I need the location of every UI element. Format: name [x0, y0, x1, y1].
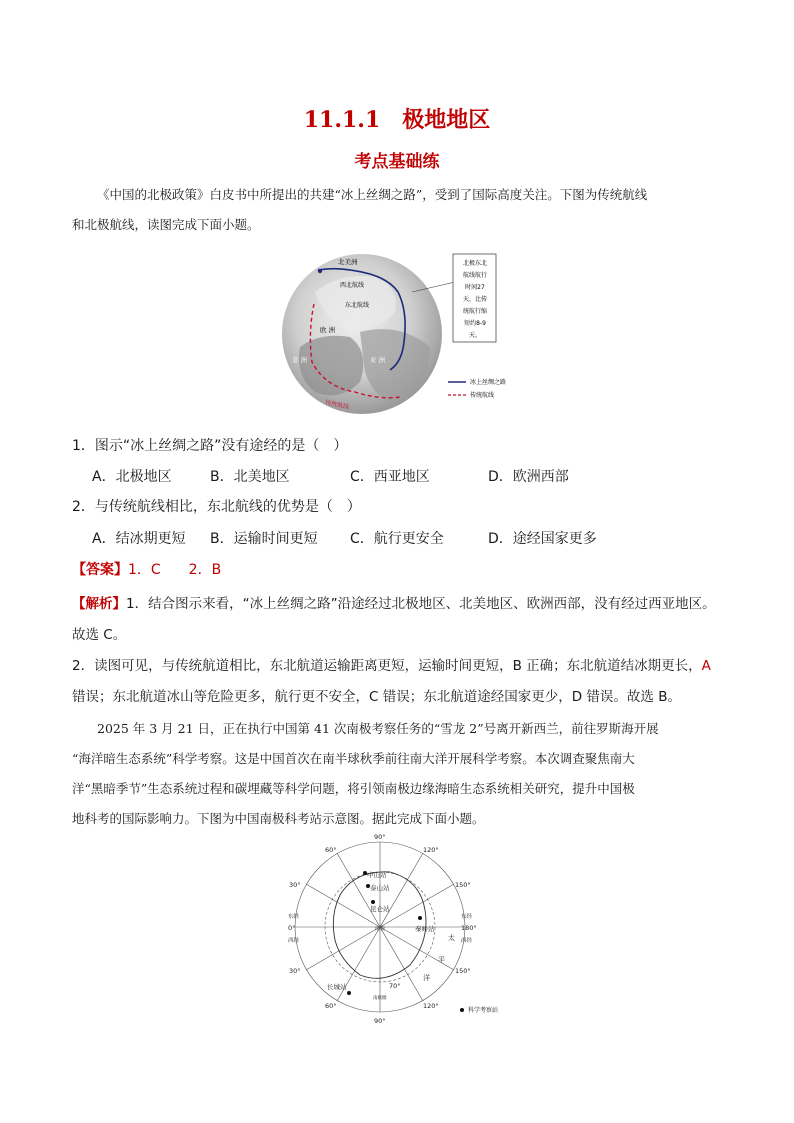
note-line: 短约8-9 — [464, 320, 486, 327]
label-east-long-right: 东经 — [461, 914, 473, 920]
label-180: 180° — [461, 924, 477, 932]
label-pacific-ping: 平 — [438, 956, 445, 964]
analysis-tag: 【解析】 — [72, 596, 126, 612]
label-taishan: 泰山站 — [370, 884, 390, 892]
arctic-routes-map — [280, 252, 530, 417]
label-70: 70° — [389, 982, 401, 990]
label-asia: 亚 洲 — [370, 356, 386, 364]
question-1: 1．图示“冰上丝绸之路”没有途经的是（ ） — [72, 438, 348, 454]
label-qinling: 秦岭站 — [415, 925, 435, 933]
station-zhongshan — [363, 871, 367, 875]
station-kunlun — [371, 900, 375, 904]
label-zhongshan: 中山站 — [367, 871, 387, 879]
route-start-dot — [318, 269, 322, 273]
note-line: 统航行缩 — [462, 308, 488, 315]
section-number: 11.1.1 — [303, 107, 381, 133]
label-northwest-route: 西北航线 — [340, 282, 365, 289]
label-90-bottom: 90° — [374, 1017, 386, 1025]
station-changcheng — [347, 991, 351, 995]
section-title: 极地地区 — [402, 107, 491, 133]
option-a: A．结冰期更短 — [92, 531, 186, 547]
answer-text: 1．C 2．B — [128, 562, 222, 578]
label-60-bl: 60° — [325, 1002, 337, 1010]
label-pacific-yang: 洋 — [423, 974, 430, 982]
note-line: 北极东北 — [462, 260, 488, 267]
option-d: D．欧洲西部 — [488, 469, 569, 485]
legend-station-dot — [460, 1008, 464, 1012]
label-120-tr: 120° — [423, 846, 439, 854]
label-changcheng: 长城站 — [327, 983, 347, 991]
label-europe: 欧 洲 — [320, 326, 336, 334]
note-line: 航线航行 — [462, 272, 488, 279]
station-qinling — [418, 916, 422, 920]
option-c: C．航行更安全 — [350, 531, 444, 547]
question-1-options — [92, 467, 732, 487]
label-kunlun: 昆仑站 — [370, 905, 390, 913]
label-east-long-left: 东经 — [288, 914, 300, 920]
option-d: D．途经国家更多 — [488, 531, 597, 547]
label-northeast-route: 东北航线 — [345, 302, 370, 309]
option-c: C．西亚地区 — [350, 469, 430, 485]
label-90-top: 90° — [374, 833, 386, 841]
intro2-line2: “海洋暗生态系统”科学考察。这是中国首次在南半球秋季前往南大洋开展科学考察。本次调查聚焦南大 — [72, 751, 635, 766]
answer-tag: 【答案】 — [72, 562, 128, 578]
page-subtitle: 考点基础练 — [354, 152, 440, 172]
intro-paragraph-2 — [72, 714, 722, 834]
analysis-line3-red: A — [701, 658, 711, 674]
label-150-br: 150° — [455, 967, 471, 975]
intro1-line2: 和北极航线，读图完成下面小题。 — [72, 217, 260, 232]
label-30-bl: 30° — [289, 967, 301, 975]
analysis-line2: 故选 C。 — [72, 627, 127, 643]
label-pacific-tai: 太 — [448, 934, 455, 942]
label-traditional-route: 传统航线 — [324, 399, 350, 411]
analysis-block — [72, 589, 732, 713]
answer-line — [72, 560, 221, 580]
intro-paragraph-1 — [72, 180, 722, 240]
intro2-line3: 洋“黑暗季节”生态系统过程和碳埋藏等科学问题，将引领南极边缘海暗生态系统相关研究，提升中国极 — [72, 781, 635, 796]
label-west-long-right: 西经 — [461, 938, 473, 944]
analysis-line4: 错误；东北航道冰山等危险更多，航行更不安全，C 错误；东北航道途经国家更少，D 错误。故选 B。 — [72, 689, 681, 705]
note-line: 时间27 — [465, 284, 485, 291]
label-30-l: 30° — [289, 881, 301, 889]
antarctic-stations-map — [285, 830, 525, 1025]
intro2-line1: 2025 年 3 月 21 日，正在执行中国第 41 次南极考察任务的“雪龙 2”号离开新西兰，前往罗斯海开展 — [97, 721, 659, 736]
question-2-options — [92, 529, 732, 549]
note-line: 天，比传 — [462, 296, 488, 303]
label-south-pole: 南极 — [375, 926, 386, 932]
station-taishan — [366, 884, 370, 888]
question-2: 2．与传统航线相比，东北航线的优势是（ ） — [72, 499, 361, 515]
legend-ice-route-label: 冰上丝绸之路 — [470, 379, 507, 386]
label-north-america: 北美洲 — [338, 258, 358, 266]
option-a: A．北极地区 — [92, 469, 172, 485]
option-b: B．北美地区 — [210, 469, 290, 485]
label-antarctic-circle: 南极圈 — [373, 996, 387, 1001]
label-0: 0° — [288, 924, 296, 932]
intro2-line4: 地科考的国际影响力。下图为中国南极科考站示意图。据此完成下面小题。 — [72, 811, 485, 826]
label-west-long-left: 西经 — [288, 938, 300, 944]
intro1-line1: 《中国的北极政策》白皮书中所提出的共建“冰上丝绸之路”，受到了国际高度关注。下图为传统航线 — [97, 187, 648, 202]
label-120-br: 120° — [423, 1002, 439, 1010]
label-africa: 非 洲 — [292, 356, 308, 364]
label-60-tl: 60° — [325, 846, 337, 854]
option-b: B．运输时间更短 — [210, 531, 318, 547]
analysis-line3: 2．读图可见，与传统航道相比，东北航道运输距离更短，运输时间更短，B 正确；东北航道结冰期更长， — [72, 658, 702, 674]
legend-station-label: 科学考察站 — [468, 1007, 499, 1014]
note-line: 天。 — [468, 332, 482, 339]
page-title — [0, 103, 794, 134]
label-150-r: 150° — [455, 881, 471, 889]
analysis-line1: 1．结合图示来看，“冰上丝绸之路”沿途经过北极地区、北美地区、欧洲西部，没有经过西亚地区。 — [126, 596, 716, 612]
legend-traditional-label: 传统航线 — [470, 392, 495, 399]
